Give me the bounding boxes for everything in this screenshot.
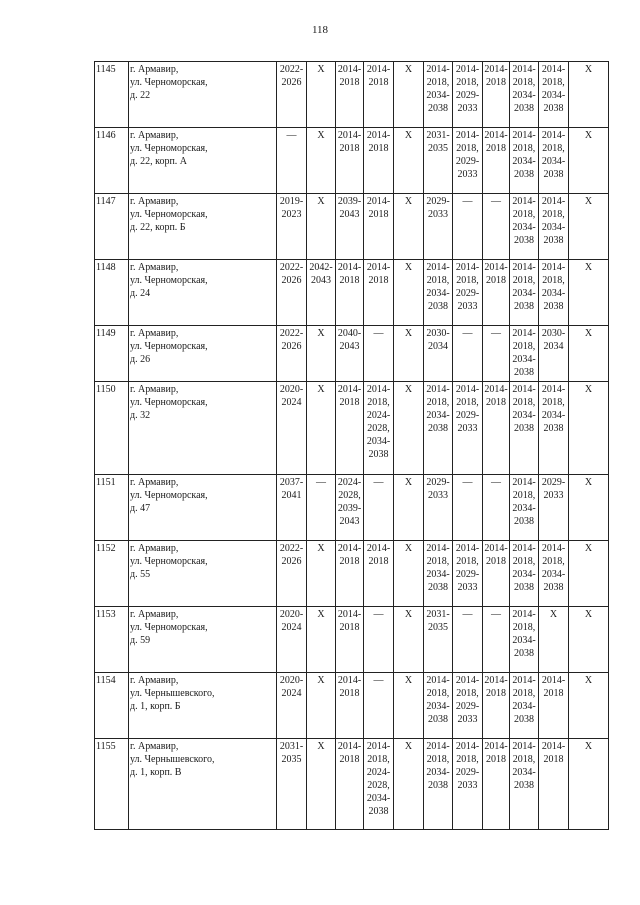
address-cell: г. Армавир, ул. Чернышевского, д. 1, корп. Б — [129, 673, 277, 739]
value-cell: 2014- 2018, 2034- 2038 — [510, 382, 539, 475]
value-cell: 2014- 2018 — [483, 260, 510, 326]
table-row — [95, 673, 609, 739]
value-cell: X — [569, 62, 609, 128]
value-cell: 2014- 2018, 2034- 2038 — [424, 62, 453, 128]
value-cell: 2014- 2018, 2034- 2038 — [539, 260, 569, 326]
table-row — [95, 541, 609, 607]
value-cell: 2014- 2018 — [336, 128, 364, 194]
value-cell: 2014- 2018, 2029- 2033 — [453, 260, 483, 326]
value-cell: X — [394, 194, 424, 260]
value-cell: X — [569, 673, 609, 739]
value-cell: X — [307, 382, 336, 475]
value-cell: 2014- 2018 — [336, 260, 364, 326]
value-cell: X — [394, 607, 424, 673]
value-cell: 2014- 2018 — [483, 541, 510, 607]
value-cell: 2014- 2018 — [336, 739, 364, 830]
value-cell: — — [453, 194, 483, 260]
value-cell: 2031- 2035 — [424, 607, 453, 673]
value-cell: X — [569, 194, 609, 260]
value-cell: X — [307, 541, 336, 607]
table-body — [95, 62, 609, 830]
address-cell: г. Армавир, ул. Черноморская, д. 32 — [129, 382, 277, 475]
value-cell: 2019- 2023 — [277, 194, 307, 260]
value-cell: X — [569, 739, 609, 830]
address-cell: г. Армавир, ул. Черноморская, д. 22 — [129, 62, 277, 128]
register-table — [94, 61, 609, 830]
value-cell: 2022- 2026 — [277, 62, 307, 128]
value-cell: X — [569, 260, 609, 326]
value-cell: 2014- 2018, 2034- 2038 — [510, 607, 539, 673]
value-cell: 2014- 2018, 2034- 2038 — [539, 62, 569, 128]
row-number-cell: 1150 — [95, 382, 129, 475]
value-cell: 2042- 2043 — [307, 260, 336, 326]
table-row — [95, 607, 609, 673]
value-cell: 2014- 2018, 2034- 2038 — [424, 541, 453, 607]
value-cell: X — [394, 739, 424, 830]
page-number: 118 — [311, 24, 329, 36]
address-cell: г. Армавир, ул. Черноморская, д. 55 — [129, 541, 277, 607]
value-cell: 2024- 2028, 2039- 2043 — [336, 475, 364, 541]
value-cell: 2014- 2018 — [336, 62, 364, 128]
value-cell: — — [307, 475, 336, 541]
table-row — [95, 326, 609, 382]
value-cell: 2014- 2018, 2029- 2033 — [453, 382, 483, 475]
value-cell: 2014- 2018, 2034- 2038 — [539, 128, 569, 194]
value-cell: 2014- 2018 — [364, 541, 394, 607]
value-cell: 2020- 2024 — [277, 607, 307, 673]
value-cell: 2014- 2018 — [483, 739, 510, 830]
value-cell: — — [364, 673, 394, 739]
address-cell: г. Армавир, ул. Черноморская, д. 22, корп. А — [129, 128, 277, 194]
value-cell: X — [307, 62, 336, 128]
value-cell: 2014- 2018, 2034- 2038 — [510, 260, 539, 326]
value-cell: 2014- 2018 — [336, 607, 364, 673]
value-cell: 2031- 2035 — [424, 128, 453, 194]
table-row — [95, 194, 609, 260]
value-cell: X — [394, 326, 424, 382]
row-number-cell: 1153 — [95, 607, 129, 673]
value-cell: X — [539, 607, 569, 673]
value-cell: 2030- 2034 — [424, 326, 453, 382]
address-cell: г. Армавир, ул. Черноморская, д. 26 — [129, 326, 277, 382]
address-cell: г. Армавир, ул. Чернышевского, д. 1, корп. В — [129, 739, 277, 830]
value-cell: X — [569, 475, 609, 541]
value-cell: 2014- 2018, 2034- 2038 — [424, 739, 453, 830]
value-cell: X — [307, 326, 336, 382]
value-cell: X — [394, 260, 424, 326]
value-cell: X — [394, 541, 424, 607]
value-cell: 2014- 2018, 2034- 2038 — [510, 673, 539, 739]
value-cell: X — [394, 128, 424, 194]
value-cell: 2014- 2018, 2034- 2038 — [539, 194, 569, 260]
row-number-cell: 1148 — [95, 260, 129, 326]
value-cell: 2014- 2018, 2034- 2038 — [510, 475, 539, 541]
value-cell: 2030- 2034 — [539, 326, 569, 382]
value-cell: 2020- 2024 — [277, 673, 307, 739]
value-cell: X — [394, 62, 424, 128]
value-cell: 2029- 2033 — [539, 475, 569, 541]
row-number-cell: 1155 — [95, 739, 129, 830]
value-cell: X — [394, 475, 424, 541]
value-cell: 2014- 2018, 2034- 2038 — [424, 382, 453, 475]
value-cell: 2014- 2018, 2024- 2028, 2034- 2038 — [364, 739, 394, 830]
value-cell: — — [483, 194, 510, 260]
value-cell: 2014- 2018, 2029- 2033 — [453, 128, 483, 194]
value-cell: 2037- 2041 — [277, 475, 307, 541]
value-cell: X — [569, 326, 609, 382]
table-row — [95, 382, 609, 475]
value-cell: 2014- 2018, 2029- 2033 — [453, 541, 483, 607]
value-cell: 2029- 2033 — [424, 475, 453, 541]
address-cell: г. Армавир, ул. Черноморская, д. 24 — [129, 260, 277, 326]
value-cell: X — [569, 607, 609, 673]
value-cell: — — [364, 475, 394, 541]
value-cell: 2014- 2018, 2034- 2038 — [510, 541, 539, 607]
row-number-cell: 1149 — [95, 326, 129, 382]
value-cell: — — [364, 326, 394, 382]
value-cell: 2014- 2018 — [336, 673, 364, 739]
value-cell: X — [394, 673, 424, 739]
value-cell: 2040- 2043 — [336, 326, 364, 382]
value-cell: 2014- 2018 — [336, 541, 364, 607]
table-row — [95, 739, 609, 830]
value-cell: 2014- 2018 — [483, 62, 510, 128]
value-cell: 2014- 2018 — [483, 673, 510, 739]
value-cell: 2020- 2024 — [277, 382, 307, 475]
value-cell: X — [307, 739, 336, 830]
value-cell: 2014- 2018, 2034- 2038 — [510, 128, 539, 194]
value-cell: 2039- 2043 — [336, 194, 364, 260]
value-cell: 2029- 2033 — [424, 194, 453, 260]
value-cell: X — [569, 128, 609, 194]
value-cell: 2031- 2035 — [277, 739, 307, 830]
value-cell: X — [569, 541, 609, 607]
value-cell: 2014- 2018 — [539, 673, 569, 739]
value-cell: — — [453, 475, 483, 541]
value-cell: 2014- 2018, 2034- 2038 — [424, 673, 453, 739]
value-cell: 2014- 2018, 2034- 2038 — [424, 260, 453, 326]
value-cell: 2014- 2018 — [364, 62, 394, 128]
row-number-cell: 1147 — [95, 194, 129, 260]
address-cell: г. Армавир, ул. Черноморская, д. 59 — [129, 607, 277, 673]
value-cell: X — [307, 128, 336, 194]
table-row — [95, 475, 609, 541]
value-cell: X — [307, 607, 336, 673]
value-cell: 2022- 2026 — [277, 541, 307, 607]
row-number-cell: 1145 — [95, 62, 129, 128]
value-cell: 2014- 2018, 2029- 2033 — [453, 673, 483, 739]
value-cell: 2014- 2018, 2034- 2038 — [510, 326, 539, 382]
value-cell: 2014- 2018, 2034- 2038 — [510, 739, 539, 830]
value-cell: — — [453, 326, 483, 382]
value-cell: 2014- 2018 — [364, 128, 394, 194]
value-cell: 2014- 2018 — [483, 128, 510, 194]
table-row — [95, 260, 609, 326]
row-number-cell: 1151 — [95, 475, 129, 541]
value-cell: — — [483, 607, 510, 673]
value-cell: 2014- 2018 — [483, 382, 510, 475]
value-cell: — — [453, 607, 483, 673]
address-cell: г. Армавир, ул. Черноморская, д. 22, корп. Б — [129, 194, 277, 260]
value-cell: X — [394, 382, 424, 475]
value-cell: 2014- 2018, 2029- 2033 — [453, 62, 483, 128]
value-cell: — — [483, 475, 510, 541]
value-cell: 2014- 2018 — [539, 739, 569, 830]
value-cell: 2022- 2026 — [277, 260, 307, 326]
value-cell: — — [277, 128, 307, 194]
row-number-cell: 1152 — [95, 541, 129, 607]
row-number-cell: 1146 — [95, 128, 129, 194]
value-cell: 2014- 2018 — [364, 194, 394, 260]
value-cell: 2014- 2018 — [336, 382, 364, 475]
value-cell: 2014- 2018, 2029- 2033 — [453, 739, 483, 830]
table-row — [95, 62, 609, 128]
value-cell: 2014- 2018 — [364, 260, 394, 326]
value-cell: 2014- 2018, 2034- 2038 — [539, 382, 569, 475]
value-cell: 2014- 2018, 2034- 2038 — [510, 62, 539, 128]
address-cell: г. Армавир, ул. Черноморская, д. 47 — [129, 475, 277, 541]
value-cell: 2014- 2018, 2034- 2038 — [510, 194, 539, 260]
value-cell: 2022- 2026 — [277, 326, 307, 382]
row-number-cell: 1154 — [95, 673, 129, 739]
value-cell: — — [483, 326, 510, 382]
value-cell: 2014- 2018, 2024- 2028, 2034- 2038 — [364, 382, 394, 475]
value-cell: — — [364, 607, 394, 673]
value-cell: X — [569, 382, 609, 475]
value-cell: X — [307, 673, 336, 739]
value-cell: X — [307, 194, 336, 260]
value-cell: 2014- 2018, 2034- 2038 — [539, 541, 569, 607]
table-row — [95, 128, 609, 194]
